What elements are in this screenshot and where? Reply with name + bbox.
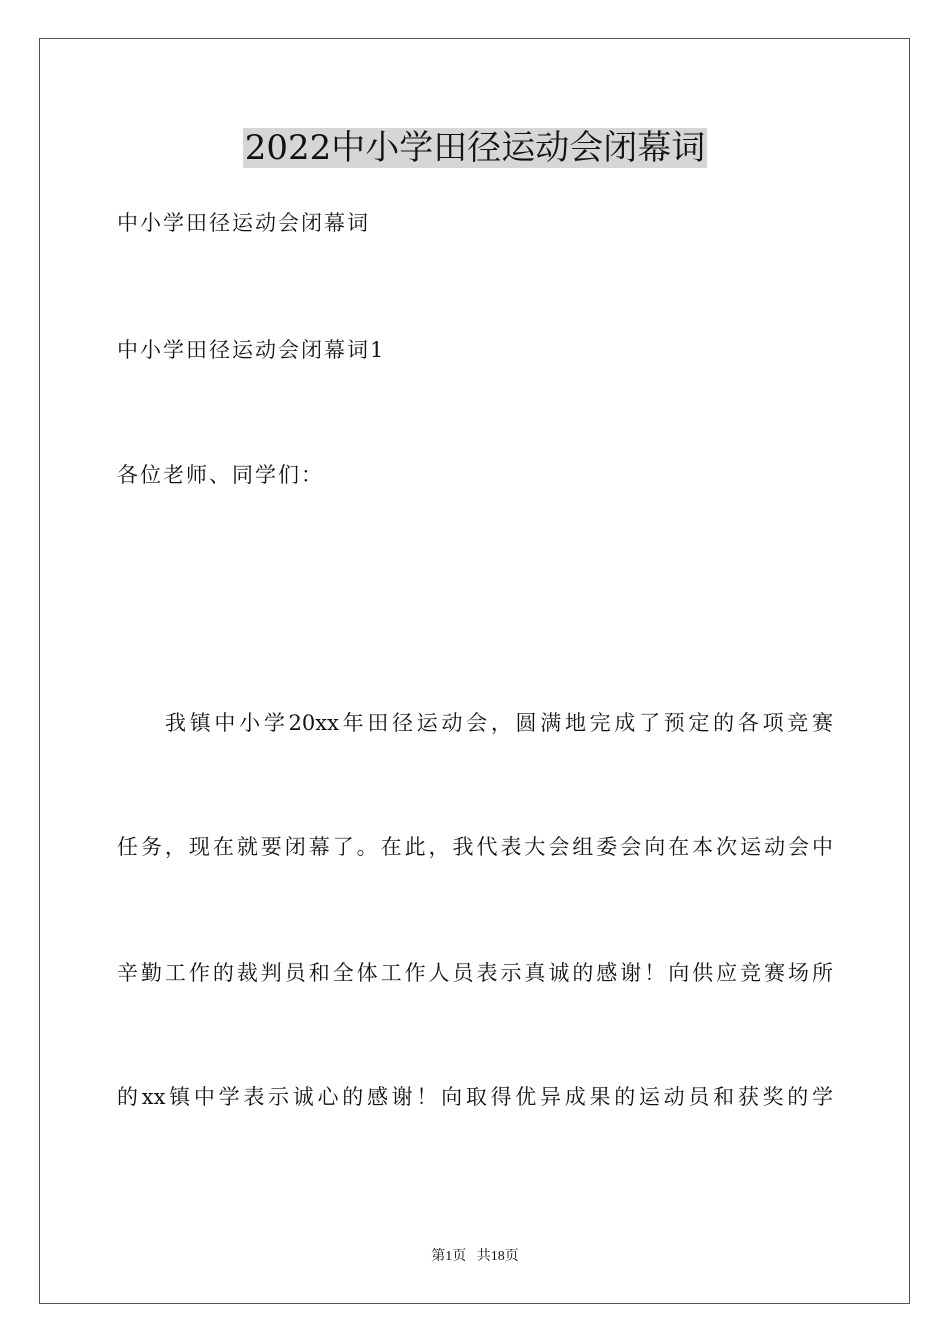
salutation: 各位老师、同学们： [117, 463, 324, 487]
body-paragraph-line: 辛勤工作的裁判员和全体工作人员表示真诚的感谢！向供应竞赛场所 [117, 961, 833, 985]
body-paragraph-line: 任务，现在就要闭幕了。在此，我代表大会组委会向在本次运动会中 [117, 835, 833, 859]
section-heading: 中小学田径运动会闭幕词1 [117, 338, 386, 362]
subtitle-line: 中小学田径运动会闭幕词 [117, 211, 370, 235]
body-paragraph-line: 我镇中小学20xx年田径运动会，圆满地完成了预定的各项竞赛 [165, 711, 833, 735]
page-footer: 第1页 共18页 [431, 1249, 519, 1264]
document-title [0, 126, 950, 170]
document-title-text: 2022中小学田径运动会闭幕词 [244, 128, 706, 168]
body-paragraph-line: 的xx镇中学表示诚心的感谢！向取得优异成果的运动员和获奖的学 [117, 1085, 833, 1109]
